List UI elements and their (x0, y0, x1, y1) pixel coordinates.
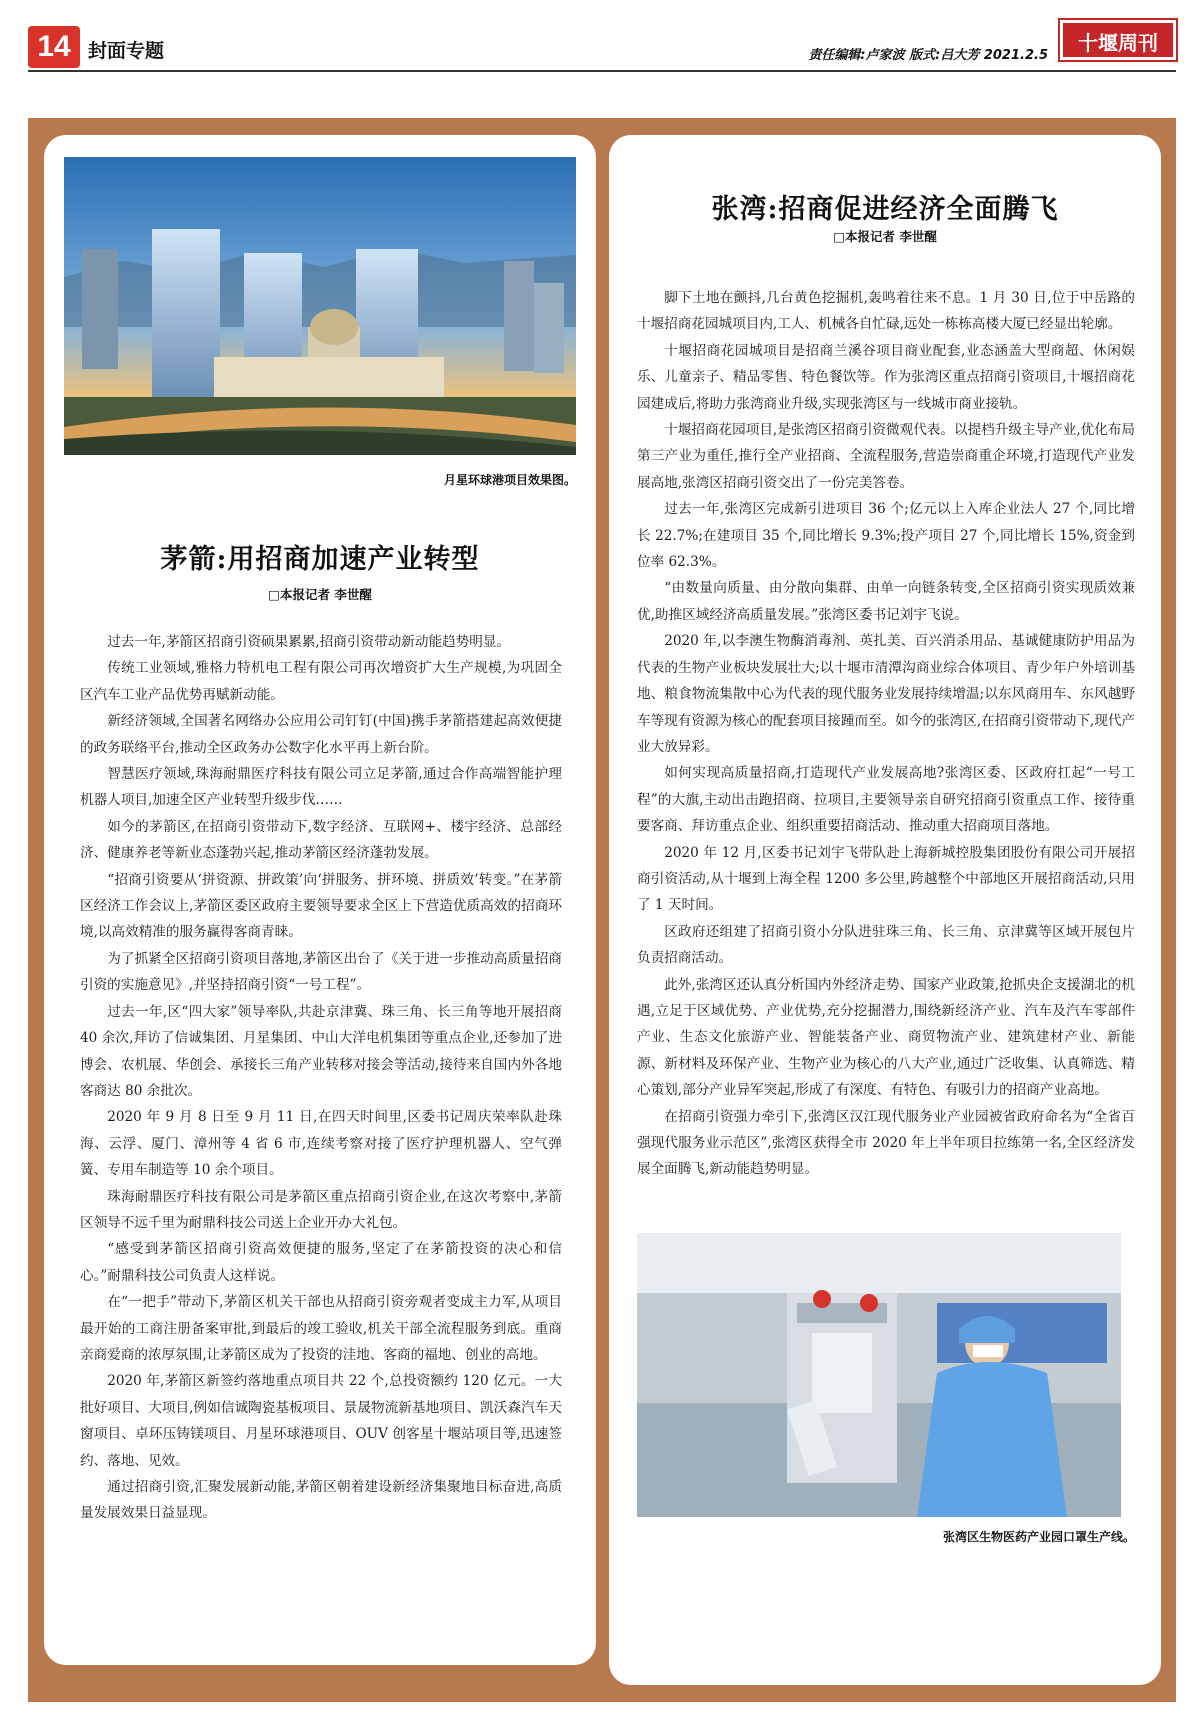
editor-credits: 责任编辑:卢家波 版式:吕大芳 2021.2.5 (808, 48, 1048, 63)
paragraph: 此外,张湾区还认真分析国内外经济走势、国家产业政策,抢抓央企支援湖北的机遇,立足于区域优势、产业优势,充分挖掘潜力,围绕新经济产业、汽车及汽车零部件产业、生态文化旅游产业、智能装备产业、商贸物流产业、建筑建材产业、新能源、新材料及环保产业、生物产业为核心的八大产业,通过广泛收集、认真筛选、精心策划,部分产业异军突起,形成了有深度、有特色、有吸引力的招商产业高地。 (637, 976, 1136, 1099)
paragraph: 如今的茅箭区,在招商引资带动下,数字经济、互联网+、楼宇经济、总部经济、健康养老等新业态蓬勃兴起,推动茅箭区经济蓬勃发展。 (80, 818, 562, 862)
paragraph: 为了抓紧全区招商引资项目落地,茅箭区出台了《关于进一步推动高质量招商引资的实施意见》,并坚持招商引资“一号工程”。 (80, 950, 562, 994)
paragraph: 通过招商引资,汇聚发展新动能,茅箭区朝着建设新经济集聚地目标奋进,高质量发展效果日益显现。 (80, 1479, 562, 1522)
paragraph: 新经济领域,全国著名网络办公应用公司钉钉(中国)携手茅箭搭建起高效便捷的政务联络平台,推动全区政务办公数字化水平再上新台阶。 (80, 713, 562, 756)
mall-rendering-photo (64, 157, 576, 455)
paragraph: 十堰招商花园项目,是张湾区招商引资微观代表。以提档升级主导产业,优化布局第三产业为重任,推行全产业招商、全流程服务,营造崇商重企环境,打造现代产业发展高地,张湾区招商引资交出了一份完美答卷。 (637, 422, 1136, 491)
section-title: 封面专题 (88, 40, 165, 62)
paragraph: 2020 年,以李澳生物酶消毒剂、英扎美、百兴消杀用品、基诚健康防护用品为代表的生物产业板块发展壮大;以十堰市清潭沟商业综合体项目、青少年户外培训基地、粮食物流集散中心为代表的现代服务业发展持续增温;以东风商用车、东风越野车等现有资源为核心的配套项目接踵而至。如今的张湾区,在招商引资带动下,现代产业大放异彩。 (637, 633, 1136, 755)
paragraph: 如何实现高质量招商,打造现代产业发展高地?张湾区委、区政府扛起“一号工程”的大旗,主动出击跑招商、拉项目,主要领导亲自研究招商引资重点工作、接待重要客商、拜访重点企业、组织重要招商活动、推动重大招商项目落地。 (637, 765, 1135, 835)
paragraph: “招商引资要从‘拼资源、拼政策’向‘拼服务、拼环境、拼质效’转变。”在茅箭区经济工作会议上,茅箭区委区政府主要领导要求全区上下营造优质高效的招商环境,以高效精准的服务赢得客商青睐。 (80, 871, 562, 941)
paragraph: “由数量向质量、由分散向集群、由单一向链条转变,全区招商引资实现质效兼优,助推区域经济高质量发展。”张湾区委书记刘宇飞说。 (637, 580, 1135, 623)
paragraph: 在招商引资强力牵引下,张湾区汉江现代服务业产业园被省政府命名为“全省百强现代服务业示范区”,张湾区获得全市 2020 年上半年项目拉练第一名,全区经济发展全面腾飞,新动能趋势明显。 (637, 1108, 1135, 1178)
paragraph: 过去一年,茅箭区招商引资硕果累累,招商引资带动新动能趋势明显。 (107, 634, 511, 650)
mask-production-photo (637, 1233, 1121, 1517)
right-article-title: 张湾:招商促进经济全面腾飞 (711, 194, 1059, 225)
header-divider (28, 70, 1176, 72)
mask-photo-caption: 张湾区生物医药产业园口罩生产线。 (942, 1530, 1135, 1544)
right-article-body (637, 285, 1135, 1183)
left-article-panel (44, 135, 596, 1665)
paragraph: 2020 年 12 月,区委书记刘宇飞带队赴上海新城控股集团股份有限公司开展招商引资活动,从十堰到上海全程 1200 多公里,跨越整个中部地区开展招商活动,只用了 1 天时间。 (637, 844, 1135, 914)
left-article-body (80, 629, 562, 1527)
paragraph: 传统工业领域,雅格力特机电工程有限公司再次增资扩大生产规模,为巩固全区汽车工业产品优势再赋新动能。 (80, 660, 562, 703)
paragraph: 过去一年,区“四大家”领导率队,共赴京津冀、珠三角、长三角等地开展招商 40 余次,拜访了信诚集团、月星集团、中山大洋电机集团等重点企业,还参加了进博会、农机展、华创会、承接长三角产业转移对接会等活动,接待来自国内外各地客商达 80 余批次。 (80, 1003, 562, 1099)
right-article-byline: □本报记者 李世醒 (833, 229, 937, 244)
page-header (28, 14, 1176, 70)
right-article-panel (609, 135, 1161, 1685)
paragraph: 十堰招商花园城项目是招商兰溪谷项目商业配套,业态涵盖大型商超、休闲娱乐、儿童亲子、精品零售、特色餐饮等。作为张湾区重点招商引资项目,十堰招商花园建成后,将助力张湾商业升级,实现张湾区与一线城市商业接轨。 (637, 342, 1135, 412)
paragraph: 区政府还组建了招商引资小分队进驻珠三角、长三角、京津冀等区域开展包片负责招商活动。 (637, 923, 1135, 967)
paragraph: 在“一把手”带动下,茅箭区机关干部也从招商引资旁观者变成主力军,从项目最开始的工商注册备案审批,到最后的竣工验收,机关干部全流程服务到底。重商亲商爱商的浓厚氛围,让茅箭区成为了投资的洼地、客商的福地、创业的高地。 (80, 1294, 562, 1363)
paragraph: 过去一年,张湾区完成新引进项目 36 个;亿元以上入库企业法人 27 个,同比增长 22.7%;在建项目 35 个,同比增长 9.3%;投产项目 27 个,同比增长 15%,资金到位率 62.3%。 (637, 501, 1135, 571)
paragraph: 智慧医疗领域,珠海耐鼎医疗科技有限公司立足茅箭,通过合作高端智能护理机器人项目,加速全区产业转型升级步伐…… (80, 766, 562, 809)
masthead-logo: 十堰周刊 (1060, 20, 1176, 60)
page-number: 14 (28, 26, 80, 68)
paragraph: 2020 年,茅箭区新签约落地重点项目共 22 个,总投资额约 120 亿元。一大批好项目、大项目,例如信诚陶瓷基板项目、景晟物流新基地项目、凯沃森汽车天窗项目、卓环压铸镁项目、月星环球港项目、OUV 创客星十堰站项目等,迅速签约、落地、见效。 (80, 1373, 562, 1469)
paragraph: 脚下土地在颤抖,几台黄色挖掘机,轰鸣着往来不息。1 月 30 日,位于中岳路的十堰招商花园城项目内,工人、机械各自忙碌,远处一栋栋高楼大厦已经显出轮廓。 (637, 290, 1135, 333)
mall-photo-caption: 月星环球港项目效果图。 (443, 473, 576, 487)
left-article-byline: □本报记者 李世醒 (268, 587, 372, 602)
article-frame (28, 118, 1176, 1702)
left-article-title: 茅箭:用招商加速产业转型 (160, 544, 480, 575)
paragraph: “感受到茅箭区招商引资高效便捷的服务,坚定了在茅箭投资的决心和信心。”耐鼎科技公司负责人这样说。 (80, 1241, 562, 1284)
paragraph: 珠海耐鼎医疗科技有限公司是茅箭区重点招商引资企业,在这次考察中,茅箭区领导不远千里为耐鼎科技公司送上企业开办大礼包。 (80, 1188, 562, 1231)
paragraph: 2020 年 9 月 8 日至 9 月 11 日,在四天时间里,区委书记周庆荣率队赴珠海、云浮、厦门、漳州等 4 省 6 市,连续考察对接了医疗护理机器人、空气弹簧、专用车制造等 10 余个项目。 (80, 1109, 562, 1179)
